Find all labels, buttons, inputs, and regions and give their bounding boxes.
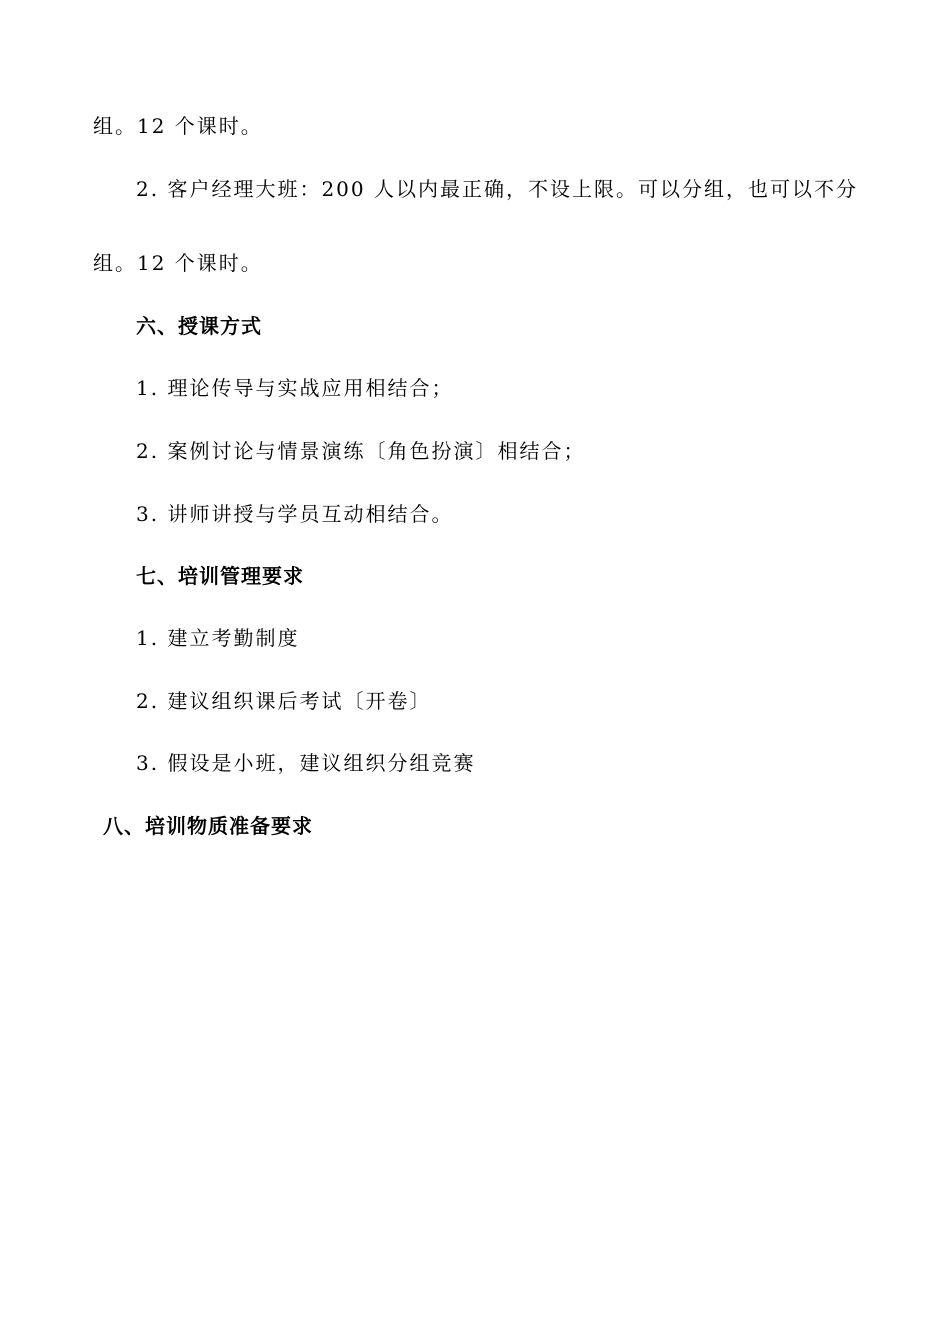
paragraph-line: 2. 客户经理大班：200 人以内最正确，不设上限。可以分组，也可以不分	[136, 177, 858, 201]
section-heading: 八、培训物质准备要求	[103, 814, 313, 838]
list-item: 3. 讲师讲授与学员互动相结合。	[136, 502, 454, 526]
list-item: 2. 建议组织课后考试〔开卷〕	[136, 689, 432, 713]
section-heading: 六、授课方式	[136, 314, 262, 338]
list-item: 1. 建立考勤制度	[136, 626, 300, 650]
list-item: 3. 假设是小班，建议组织分组竞赛	[136, 751, 476, 775]
list-item: 2. 案例讨论与情景演练〔角色扮演〕相结合；	[136, 439, 586, 463]
paragraph-line: 组。12 个课时。	[93, 114, 263, 138]
list-item: 1. 理论传导与实战应用相结合；	[136, 376, 454, 400]
section-heading: 七、培训管理要求	[136, 564, 304, 588]
paragraph-line: 组。12 个课时。	[93, 251, 263, 275]
